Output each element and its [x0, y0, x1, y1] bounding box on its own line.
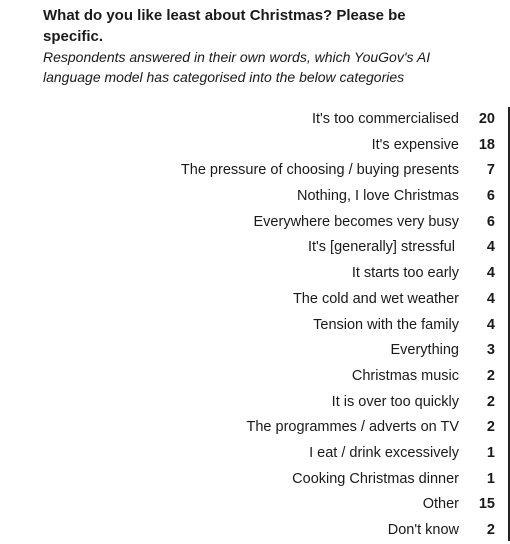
table-row	[0, 338, 510, 364]
row-label: Tension with the family	[313, 316, 459, 333]
row-label: Other	[422, 496, 459, 513]
row-label: It starts too early	[351, 265, 459, 282]
vertical-divider	[508, 107, 510, 541]
row-value: 2	[486, 367, 495, 384]
table-row	[0, 390, 510, 416]
row-label: It's expensive	[371, 136, 459, 153]
row-value: 20	[478, 111, 495, 127]
table-row	[0, 287, 510, 313]
row-value: 15	[478, 496, 495, 513]
table-row	[0, 364, 510, 390]
table-row	[0, 158, 510, 184]
row-value: 2	[486, 522, 495, 538]
row-label: The cold and wet weather	[292, 290, 459, 307]
row-value: 1	[486, 470, 495, 487]
question-title: What do you like least about Christmas? Please be specific.	[43, 7, 406, 45]
row-label: Everything	[390, 342, 459, 359]
row-label: I eat / drink excessively	[309, 444, 459, 461]
row-value: 7	[486, 162, 495, 179]
row-label: It's too commercialised	[311, 111, 459, 127]
row-label: Don't know	[387, 522, 459, 538]
table-row	[0, 467, 510, 493]
row-value: 6	[486, 188, 495, 205]
table-row	[0, 235, 510, 261]
row-label: Cooking Christmas dinner	[292, 470, 459, 487]
row-value: 4	[486, 265, 495, 282]
row-value: 2	[486, 393, 495, 410]
row-value: 2	[486, 419, 495, 436]
methodology-note: Respondents answered in their own words, which YouGov's AI language model has categorised into the below categories	[43, 49, 431, 85]
row-label: Everywhere becomes very busy	[253, 213, 459, 230]
table-row	[0, 492, 510, 518]
row-value: 4	[486, 239, 495, 256]
row-value: 18	[478, 136, 495, 153]
row-label: The programmes / adverts on TV	[246, 419, 459, 436]
table-row	[0, 184, 510, 210]
row-label: It is over too quickly	[331, 393, 459, 410]
table-row	[0, 415, 510, 441]
row-label: It's [generally] stressful	[307, 239, 459, 256]
table-row	[0, 133, 510, 159]
row-value: 6	[486, 213, 495, 230]
table-row	[0, 261, 510, 287]
table-row	[0, 313, 510, 339]
row-label: Nothing, I love Christmas	[297, 188, 459, 205]
response-table	[0, 107, 510, 544]
row-value: 3	[486, 342, 495, 359]
row-label: The pressure of choosing / buying presents	[180, 162, 459, 179]
row-label: Christmas music	[351, 367, 459, 384]
row-value: 4	[486, 290, 495, 307]
table-row	[0, 210, 510, 236]
row-value: 1	[486, 444, 495, 461]
table-row	[0, 518, 510, 544]
table-row	[0, 107, 510, 133]
table-row	[0, 441, 510, 467]
row-value: 4	[486, 316, 495, 333]
